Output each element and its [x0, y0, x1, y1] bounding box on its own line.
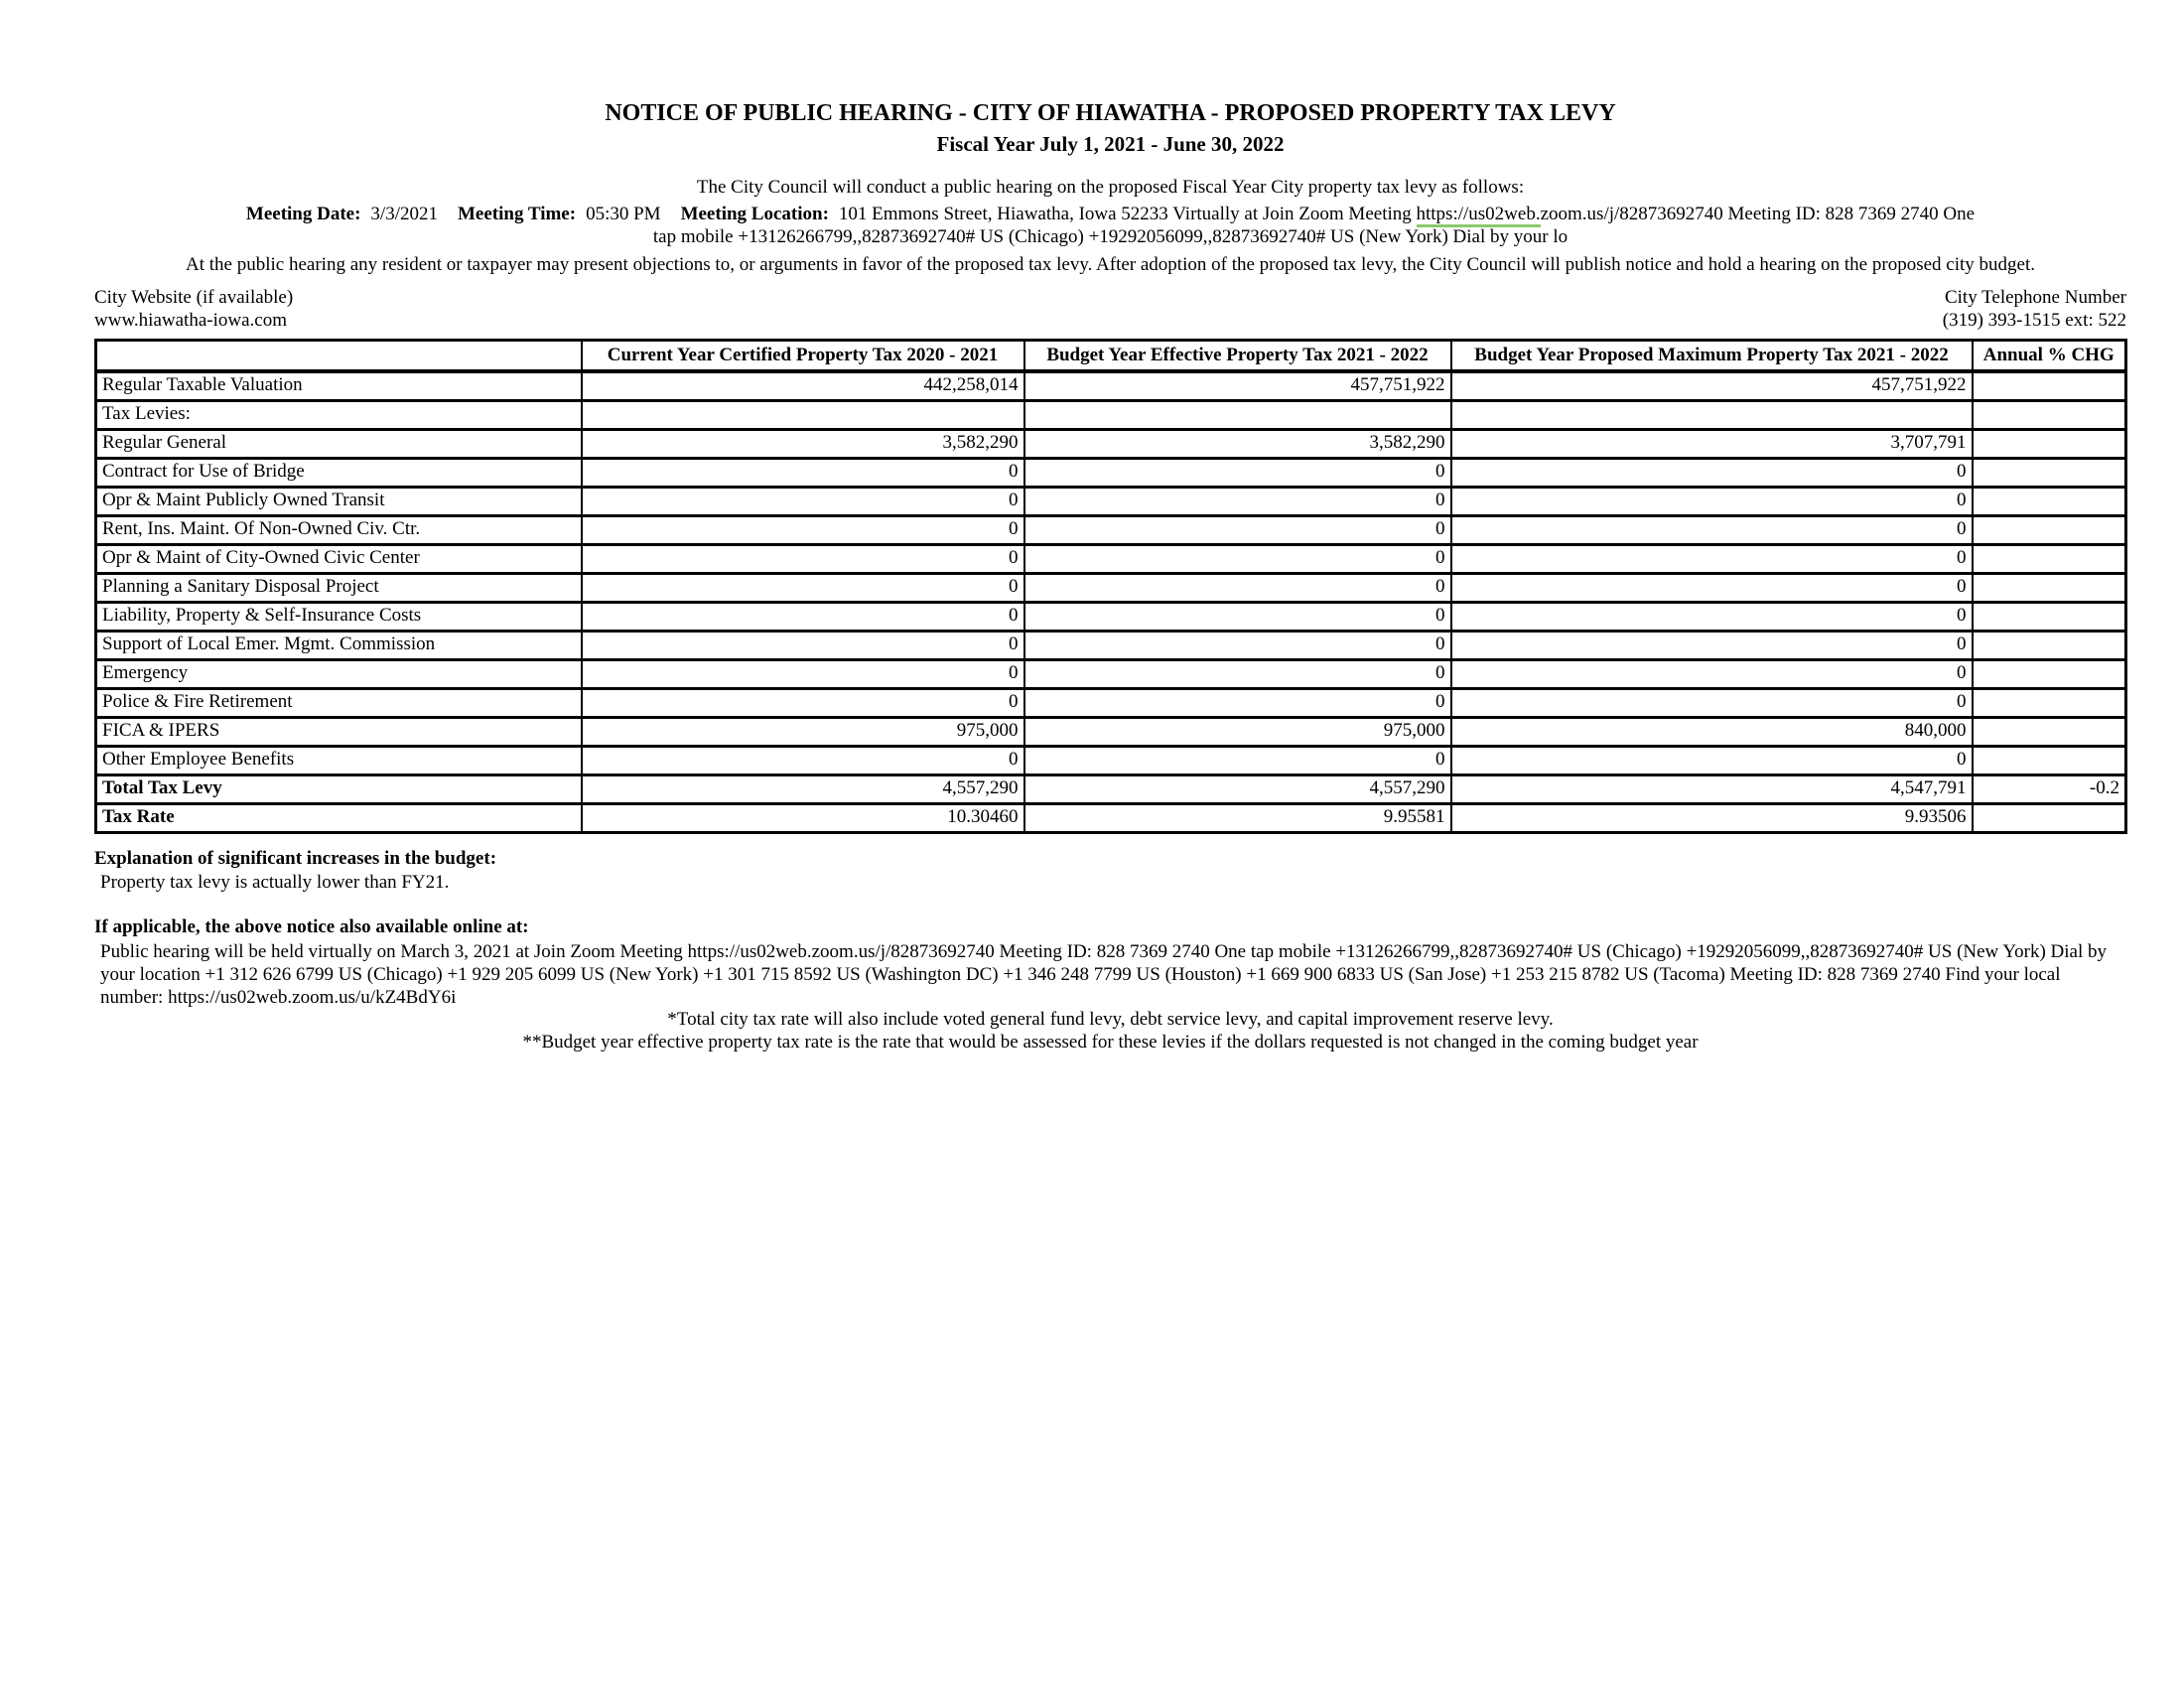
phone-label: City Telephone Number	[1944, 287, 2126, 309]
table-row	[96, 458, 2126, 487]
footnote-effective-rate: **Budget year effective property tax rate is the rate that would be assessed for these levies if the dollars requested is not changed in the coming budget year	[522, 1032, 1699, 1054]
table-row	[96, 515, 2126, 544]
row-label: Liability, Property & Self-Insurance Costs	[96, 602, 582, 631]
row-label: Regular Taxable Valuation	[96, 371, 582, 401]
cell-value: 0	[582, 458, 1024, 487]
cell-value	[1973, 688, 2126, 717]
explanation-heading: Explanation of significant increases in the budget:	[94, 847, 497, 869]
cell-value	[582, 400, 1024, 429]
cell-value: 10.30460	[582, 803, 1024, 832]
explanation-text: Property tax levy is actually lower than FY21.	[100, 872, 450, 894]
row-label: Opr & Maint Publicly Owned Transit	[96, 487, 582, 515]
table-row	[96, 371, 2126, 401]
cell-value: 975,000	[1024, 717, 1451, 746]
table-row	[96, 429, 2126, 458]
cell-value	[1973, 400, 2126, 429]
cell-value	[1024, 400, 1451, 429]
cell-value: 0	[1451, 487, 1973, 515]
meeting-location-label: Meeting Location:	[680, 203, 829, 224]
column-header: Budget Year Effective Property Tax 2021 - 2022	[1024, 340, 1451, 370]
row-label: Planning a Sanitary Disposal Project	[96, 573, 582, 602]
contact-row	[94, 287, 2126, 333]
cell-value	[1973, 487, 2126, 515]
cell-value: 442,258,014	[582, 371, 1024, 401]
column-header	[96, 340, 582, 370]
cell-value: 0	[1024, 515, 1451, 544]
cell-value	[1973, 458, 2126, 487]
cell-value: 0	[582, 746, 1024, 774]
tax-levy-table	[94, 339, 2127, 834]
cell-value: 0	[1024, 458, 1451, 487]
cell-value: 9.93506	[1451, 803, 1973, 832]
cell-value: 0	[1451, 746, 1973, 774]
phone-number: (319) 393-1515 ext: 522	[1942, 309, 2126, 331]
cell-value: 0	[582, 659, 1024, 688]
cell-value: 457,751,922	[1024, 371, 1451, 401]
footnote-total-tax-rate: *Total city tax rate will also include voted general fund levy, debt service levy, and capital improvement reserve levy.	[667, 1009, 1554, 1031]
cell-value: 0	[1024, 631, 1451, 659]
phone-block	[1943, 287, 2126, 333]
row-label: Contract for Use of Bridge	[96, 458, 582, 487]
cell-value: 3,582,290	[1024, 429, 1451, 458]
cell-value: 0	[1451, 544, 1973, 573]
cell-value: 840,000	[1451, 717, 1973, 746]
column-header: Annual % CHG	[1973, 340, 2126, 370]
cell-value: 0	[1451, 515, 1973, 544]
cell-value	[1973, 659, 2126, 688]
page-title: NOTICE OF PUBLIC HEARING - CITY OF HIAWATHA - PROPOSED PROPERTY TAX LEVY	[605, 100, 1616, 126]
cell-value: 457,751,922	[1451, 371, 1973, 401]
cell-value: 0	[582, 688, 1024, 717]
column-header: Budget Year Proposed Maximum Property Tax 2021 - 2022	[1451, 340, 1973, 370]
row-label: Opr & Maint of City-Owned Civic Center	[96, 544, 582, 573]
zoom-meeting-link[interactable]: https://us02web.	[1417, 204, 1541, 227]
row-label: FICA & IPERS	[96, 717, 582, 746]
cell-value: 0	[1024, 746, 1451, 774]
cell-value: 0	[1451, 458, 1973, 487]
cell-value	[1973, 803, 2126, 832]
cell-value	[1973, 515, 2126, 544]
table-row	[96, 774, 2126, 803]
online-heading: If applicable, the above notice also available online at:	[94, 916, 529, 938]
column-header: Current Year Certified Property Tax 2020 - 2021	[582, 340, 1024, 370]
website-block	[94, 287, 293, 333]
meeting-time-value: 05:30 PM	[586, 203, 661, 224]
cell-value: 0	[582, 602, 1024, 631]
meeting-date-label: Meeting Date:	[245, 203, 361, 224]
cell-value: 4,557,290	[1024, 774, 1451, 803]
cell-value: 0	[1451, 573, 1973, 602]
intro-line: The City Council will conduct a public hearing on the proposed Fiscal Year City property tax levy as follows:	[696, 176, 1525, 198]
meeting-location-text-cont: zoom.us/j/82873692740 Meeting ID: 828 7369 2740 One	[1540, 203, 1976, 224]
cell-value	[1973, 371, 2126, 401]
cell-value: 3,707,791	[1451, 429, 1973, 458]
cell-value	[1973, 573, 2126, 602]
cell-value: -0.2	[1973, 774, 2126, 803]
table-row	[96, 631, 2126, 659]
row-label: Regular General	[96, 429, 582, 458]
table-row	[96, 717, 2126, 746]
table-row	[96, 544, 2126, 573]
hearing-notice: At the public hearing any resident or taxpayer may present objections to, or arguments in favor of the proposed tax levy. After adoption of the proposed tax levy, the City Council will publish notice and hold a hearing on the proposed city budget.	[186, 254, 2035, 276]
website-label: City Website (if available)	[94, 287, 294, 309]
cell-value	[1973, 429, 2126, 458]
cell-value: 0	[582, 544, 1024, 573]
meeting-info	[94, 204, 2126, 249]
cell-value: 0	[582, 631, 1024, 659]
cell-value: 0	[1451, 602, 1973, 631]
cell-value: 0	[1451, 688, 1973, 717]
meeting-location-text: 101 Emmons Street, Hiawatha, Iowa 52233 Virtually at Join Zoom Meeting	[838, 203, 1417, 224]
table-header-row	[96, 340, 2126, 370]
cell-value	[1973, 544, 2126, 573]
row-label: Emergency	[96, 659, 582, 688]
website-url: www.hiawatha-iowa.com	[94, 309, 287, 331]
table-row	[96, 746, 2126, 774]
cell-value	[1973, 717, 2126, 746]
cell-value: 0	[1451, 659, 1973, 688]
row-label: Support of Local Emer. Mgmt. Commission	[96, 631, 582, 659]
cell-value: 9.95581	[1024, 803, 1451, 832]
table-row	[96, 688, 2126, 717]
cell-value	[1973, 631, 2126, 659]
cell-value	[1973, 746, 2126, 774]
cell-value: 4,547,791	[1451, 774, 1973, 803]
page-subtitle: Fiscal Year July 1, 2021 - June 30, 2022	[936, 131, 1285, 156]
table-row	[96, 803, 2126, 832]
table-row	[96, 573, 2126, 602]
row-label: Tax Rate	[96, 803, 582, 832]
cell-value: 0	[1024, 688, 1451, 717]
cell-value: 0	[1451, 631, 1973, 659]
cell-value: 0	[582, 573, 1024, 602]
cell-value: 0	[582, 515, 1024, 544]
table-row	[96, 487, 2126, 515]
cell-value: 4,557,290	[582, 774, 1024, 803]
meeting-date-value: 3/3/2021	[370, 203, 438, 224]
cell-value: 0	[1024, 659, 1451, 688]
cell-value: 0	[1024, 602, 1451, 631]
table-row	[96, 659, 2126, 688]
row-label: Rent, Ins. Maint. Of Non-Owned Civ. Ctr.	[96, 515, 582, 544]
cell-value: 0	[1024, 487, 1451, 515]
row-label: Tax Levies:	[96, 400, 582, 429]
cell-value: 975,000	[582, 717, 1024, 746]
meeting-location-line2: tap mobile +13126266799,,82873692740# US (Chicago) +19292056099,,82873692740# US (New York) Dial by your lo	[652, 225, 1569, 247]
cell-value: 3,582,290	[582, 429, 1024, 458]
table-row	[96, 602, 2126, 631]
cell-value	[1973, 602, 2126, 631]
cell-value: 0	[582, 487, 1024, 515]
row-label: Other Employee Benefits	[96, 746, 582, 774]
cell-value: 0	[1024, 573, 1451, 602]
row-label: Total Tax Levy	[96, 774, 582, 803]
meeting-time-label: Meeting Time:	[457, 203, 577, 224]
online-text: Public hearing will be held virtually on March 3, 2021 at Join Zoom Meeting https://us02web.zoom.us/j/82873692740 Meeting ID: 828 7369 2740 One tap mobile +13126266799,,82873692740# US (Chicago) +19292056099,,82873692740# US (New York) Dial by your location +1 312 626 6799 US (Chicago) +1 929 205 6099 US (New York) +1 301 715 8592 US (Washington DC) +1 346 248 7799 US (Houston) +1 669 900 6833 US (San Jose) +1 253 215 8782 US (Tacoma) Meeting ID: 828 7369 2740 Find your local number: https://us02web.zoom.us/u/kZ4BdY6i	[100, 941, 2108, 1008]
table-row	[96, 400, 2126, 429]
row-label: Police & Fire Retirement	[96, 688, 582, 717]
cell-value: 0	[1024, 544, 1451, 573]
cell-value	[1451, 400, 1973, 429]
